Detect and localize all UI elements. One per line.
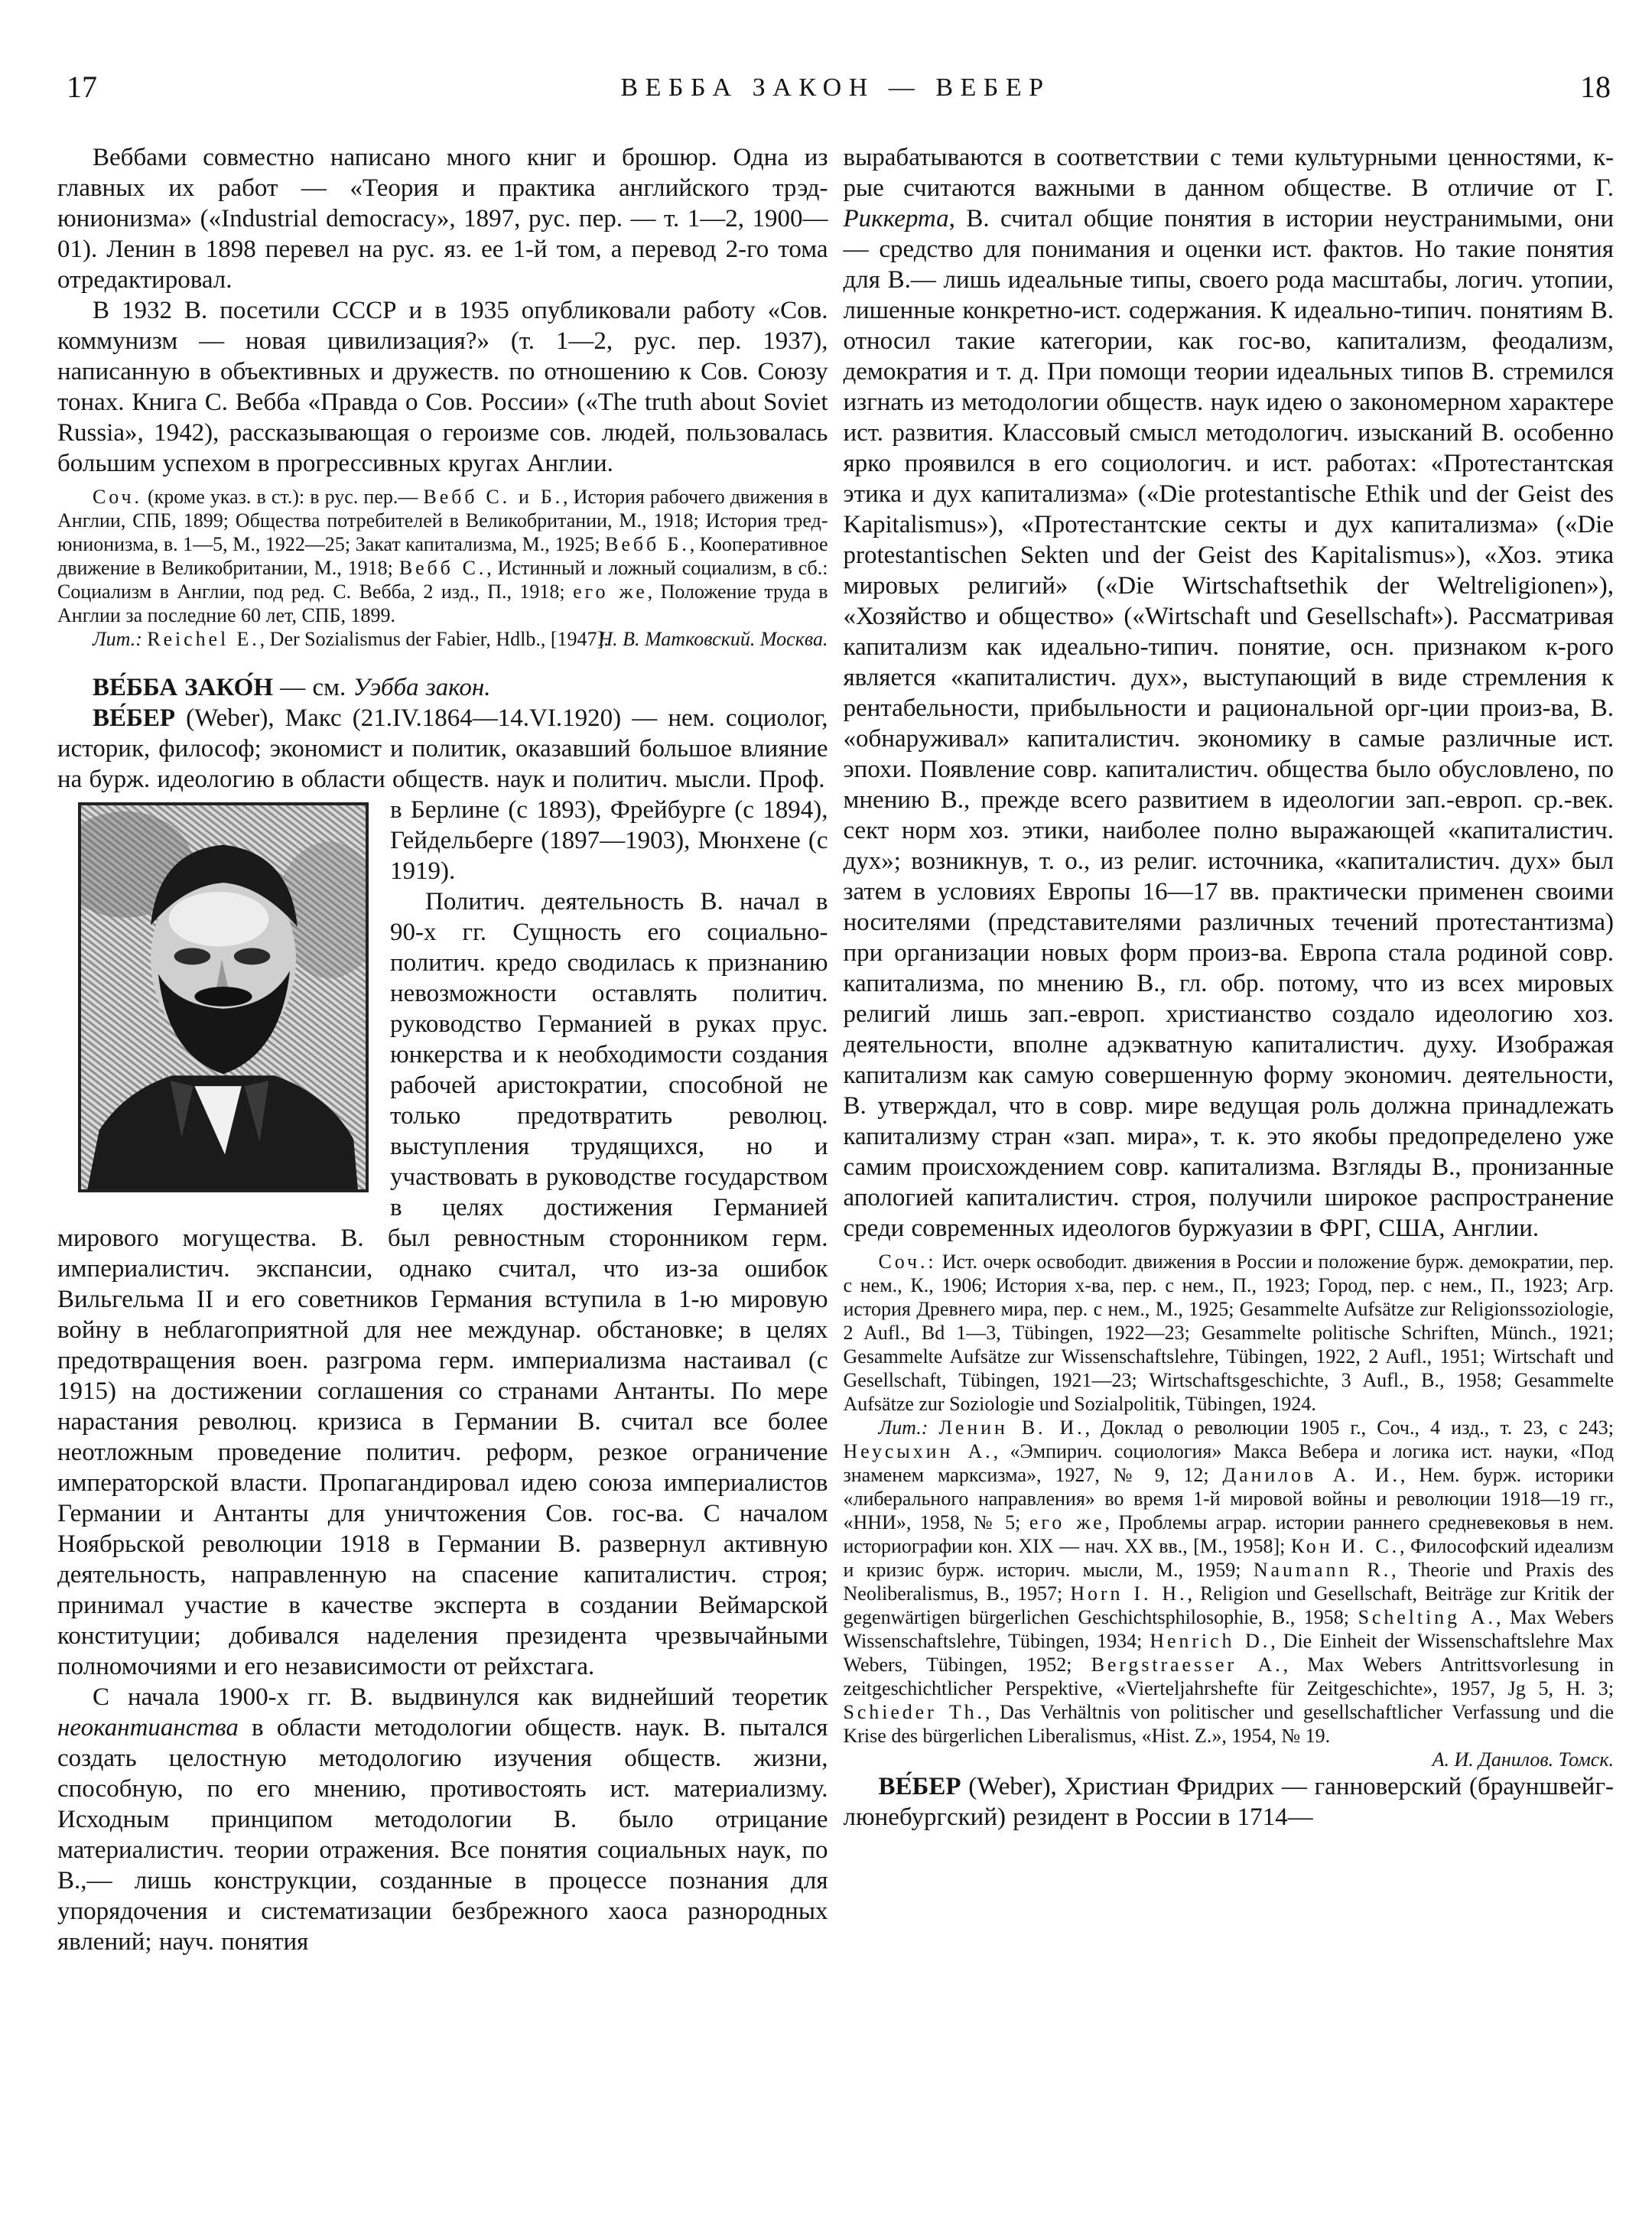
- webbs-ussr-visit-paragraph: В 1932 В. посетили СССР и в 1935 опубликовали работу «Сов. коммунизм — новая цивилизация?» (т. 1—2, рус. пер. 1937), написанную в объективных и дружеств. по отношению к Сов. Союзу тонах. Книга С. Вебба «Правда о Сов. России» («The truth about Soviet Russia», 1942), рассказывающая о героизме сов. людей, пользовалась большим успехом в прогрессивных кругах Англии.: [57, 297, 828, 477]
- webbs-author-signature: Н. В. Матковский. Москва.: [598, 628, 828, 650]
- running-head: ВЕББА ЗАКОН — ВЕБЕР: [620, 73, 1051, 102]
- veber-methodology-paragraph: вырабатываются в соответствии с теми культурными ценностями, к-рые считаются важными в данном обществе. В отличие от Г. Риккерта, В. считал общие понятия в истории неустранимыми, они — средство для понимания и оценки ист. фактов. Но такие понятия для В.— лишь идеальные типы, своего рода масштабы, логич. утопии, лишенные конкретно-ист. содержания. К идеально-типич. понятиям В. относил такие категории, как гос-во, капитализм, феодализм, демократия и т. д. При помощи теории идеальных типов В. стремился изгнать из методологии обществ. наук идею о закономерном характере ист. развития. Классовый смысл методологич. изысканий В. особенно ярко проявился в его социологич. и ист. работах: «Протестантская этика и дух капитализма» («Die protestantische Ethik und der Geist des Kapitalismus»), «Протестантские секты и дух капитализма» («Die protestantischen Sekten und der Geist des Kapitalismus»), «Хоз. этика мировых религий» («Die Wirtschaftsethik der Weltreligionen»), «Хозяйство и общество» («Wirtschaft und Gesellschaft»). Рассматривая капитализм как идеально-типич. понятие, осн. признаком к-рого является «капиталистич. дух», выступающий в виде стремления к рентабельности, прибыльности и рациональной орг-ции произ-ва, В. «обнаруживал» капиталистич. экономику в самые различные ист. эпохи. Появление совр. капиталистич. общества было обусловлено, по мнению В., прежде всего развитием в идеологии зап.-европ. ср.-век. сект норм хоз. этики, наиболее полно выражающей «капиталистич. дух»; возникнув, т. о., из религ. источника, «капиталистич. дух» был затем в условиях Европы 16—17 вв. практически применен своими носителями (представителями различных течений протестантизма) при организации новых форм произ-ва. Европа стала родиной совр. капитализма, по мнению В., гл. обр. потому, что из всех мировых религий лишь зап.-европ. христианство создало идеологию хоз. деятельности, вполне адэкватную капиталистич. духу. Изображая капитализм как самую совершенную форму экономич. деятельности, В. утверждал, что в совр. мире ведущая роль должна принадлежать капитализму стран «зап. мира», т. к. это якобы предопределено уже самим происхождением совр. капитализма. Взгляды В., пронизанные апологией капиталистич. строя, получили широкое распространение среди современных идеологов буржуазии в ФРГ, США, Англии.: [843, 144, 1614, 1242]
- two-column-text: [57, 142, 1614, 1957]
- page-header: [57, 67, 1614, 122]
- entry-webba-zakon: ВЕ́ББА ЗАКО́Н — см. Уэбба закон.: [93, 674, 491, 701]
- webbs-joint-works-paragraph: Веббами совместно написано много книг и брошюр. Одна из главных их работ — «Теория и практика английского трэд-юнионизма» («Industrial democracy», 1897, рус. пер. — т. 1—2, 1900—01). Ленин в 1898 перевел на рус. яз. ее 1-й том, а перевод 2-го тома отредактировал.: [57, 144, 828, 294]
- page-number-left: 17: [67, 70, 97, 104]
- page-number-right: 18: [1580, 70, 1611, 104]
- max-weber-portrait-image: [80, 804, 367, 1191]
- webbs-literature: Лит.: Reichel E., Der Sozialismus der Fabier, Hdlb., [1947].: [93, 628, 609, 650]
- veber-works-bibliography: Соч.: Ист. очерк освободит. движения в России и положение бурж. демократии, пер. с нем., К., 1906; История х-ва, пер. с нем., П., 1923; Город, пер. с нем., П., 1923; Агр. история Древнего мира, пер. с нем., М., 1925; Gesammelte Aufsätze zur Religionssoziologie, 2 Aufl., Bd 1—3, Tübingen, 1922—23; Gesammelte politische Schriften, Münch., 1921; Gesammelte Aufsätze zur Wissenschaftslehre, Tübingen, 1922, 2 Aufl., 1951; Wirtschaft und Gesellschaft, Tübingen, 1921—23; Wirtschaftsgeschichte, 3 Aufl., B., 1958; Gesammelte Aufsätze zur Soziologie und Sozialpolitik, Tübingen, 1924.: [843, 1250, 1614, 1415]
- left-column: [57, 142, 828, 1957]
- veber-literature: Лит.: Ленин В. И., Доклад о революции 1905 г., Соч., 4 изд., т. 23, с 243; Неусыхин А., «Эмпирич. социология» Макса Вебера и логика ист. науки, «Под знаменем марксизма», 1927, № 9, 12; Данилов А. И., Нем. бурж. историки «либерального направления» во время 1-й мировой войны и революции 1918—19 гг., «ННИ», 1958, № 5; его же, Проблемы аграр. истории раннего средневековья в нем. историографии кон. XIX — нач. XX вв., [М., 1958]; Кон И. С., Философский идеализм и кризис бурж. историч. мысли, М., 1959; Naumann R., Theorie und Praxis des Neoliberalismus, B., 1957; Horn I. H., Religion und Gesellschaft, Beiträge zur Kritik der gegenwärtigen bürgerlichen Geschichtsphilosophie, B., 1958; Schelting A., Max Webers Wissenschaftslehre, Tübingen, 1934; Henrich D., Die Einheit der Wissenschaftslehre Max Webers, Tübingen, 1952; Bergstraesser A., Max Webers Antrittsvorlesung in zeitgeschichtlicher Perspektive, «Vierteljahrshefte für Zeitgeschichte», 1957, Jg 5, H. 3; Schieder Th., Das Verhältnis von politischer und gesellschaftlicher Verfassung und die Krise des bürgerlichen Liberalismus, «Hist. Z.», 1954, № 19.: [843, 1416, 1615, 1747]
- max-weber-portrait: [78, 802, 369, 1192]
- veber-political-activity-paragraph: Политич. деятельность В. начал в 90-х гг. Сущность его социально-политич. кредо сводилась к признанию невозможности оставлять политич. руководство Германией в руках прус. юнкерства и к необходимости создания рабочей аристократии, способной не только предотвратить революц. выступления трудящихся, но и участвовать в руководстве государством в целях достижения Германией мирового могущества. В. был ревностным сторонником герм. империалистич. экспансии, однако считал, что из-за ошибок Вильгельма II и его советников Германия вступила в 1-ю мировую войну в неблагоприятной для нее междунар. обстановке; в целях предотвращения воен. разгрома герм. империализма настаивал (с 1915) на достижении соглашения со странами Антанты. По мере нарастания революц. кризиса в Германии В. считал все более неотложным проведение политич. реформ, резкое ограничение императорской власти. Пропагандировал идею союза империалистов Германии и Антанты для уничтожения Сов. гос-ва. С началом Ноябрьской революции 1918 в Германии В. развернул активную деятельность, направленную на спасение капиталистич. строя; принимал участие в качестве эксперта в создании Веймарской конституции; добивался наделения президента чрезвычайными полномочиями и его независимости от рейхстага.: [57, 888, 828, 1680]
- entry-veber-christian: ВЕ́БЕР (Weber), Христиан Фридрих — ганноверский (брауншвейг-люнебургский) резидент в России в 1714—: [843, 1773, 1614, 1831]
- veber-author-signature: А. И. Данилов. Томск.: [1432, 1748, 1614, 1771]
- webbs-works-bibliography: Соч. (кроме указ. в ст.): в рус. пер.— Вебб С. и Б., История рабочего движения в Англии, СПБ, 1899; Общества потребителей в Великобритании, М., 1918; История тред-юнионизма, в. 1—5, М., 1922—25; Закат капитализма, М., 1925; Вебб Б., Кооперативное движение в Великобритании, М., 1918; Вебб С., Истинный и ложный социализм, в сб.: Социализм в Англии, под ред. С. Вебба, 2 изд., П., 1918; его же, Положение труда в Англии за последние 60 лет, СПБ, 1899.: [57, 486, 828, 626]
- veber-neokantianism-paragraph: С начала 1900-х гг. В. выдвинулся как виднейший теоретик неокантианства в области методологии обществ. наук. В. пытался создать целостную методологию изучения обществ. жизни, способную, по его мнению, противостоять ист. материализму. Исходным принципом методологии В. было отрицание материалистич. теории отражения. Все понятия социальных наук, по В.,— лишь конструкции, созданные в процессе познания для упорядочения и систематизации безбрежного хаоса разнородных явлений; науч. понятия: [57, 1683, 828, 1956]
- right-column: [844, 142, 1615, 1957]
- veber-professorships-paragraph: в Берлине (с 1893), Фрейбурге (с 1894), Гейдельберге (1897—1903), Мюнхене (с 1919).: [390, 796, 828, 885]
- entry-veber-max-intro: ВЕ́БЕР (Weber), Макс (21.IV.1864—14.VI.1920) — нем. социолог, историк, философ; экономист и политик, оказавший большое влияние на бурж. идеологию в области обществ. наук и политич. мысли. Проф.: [57, 704, 828, 793]
